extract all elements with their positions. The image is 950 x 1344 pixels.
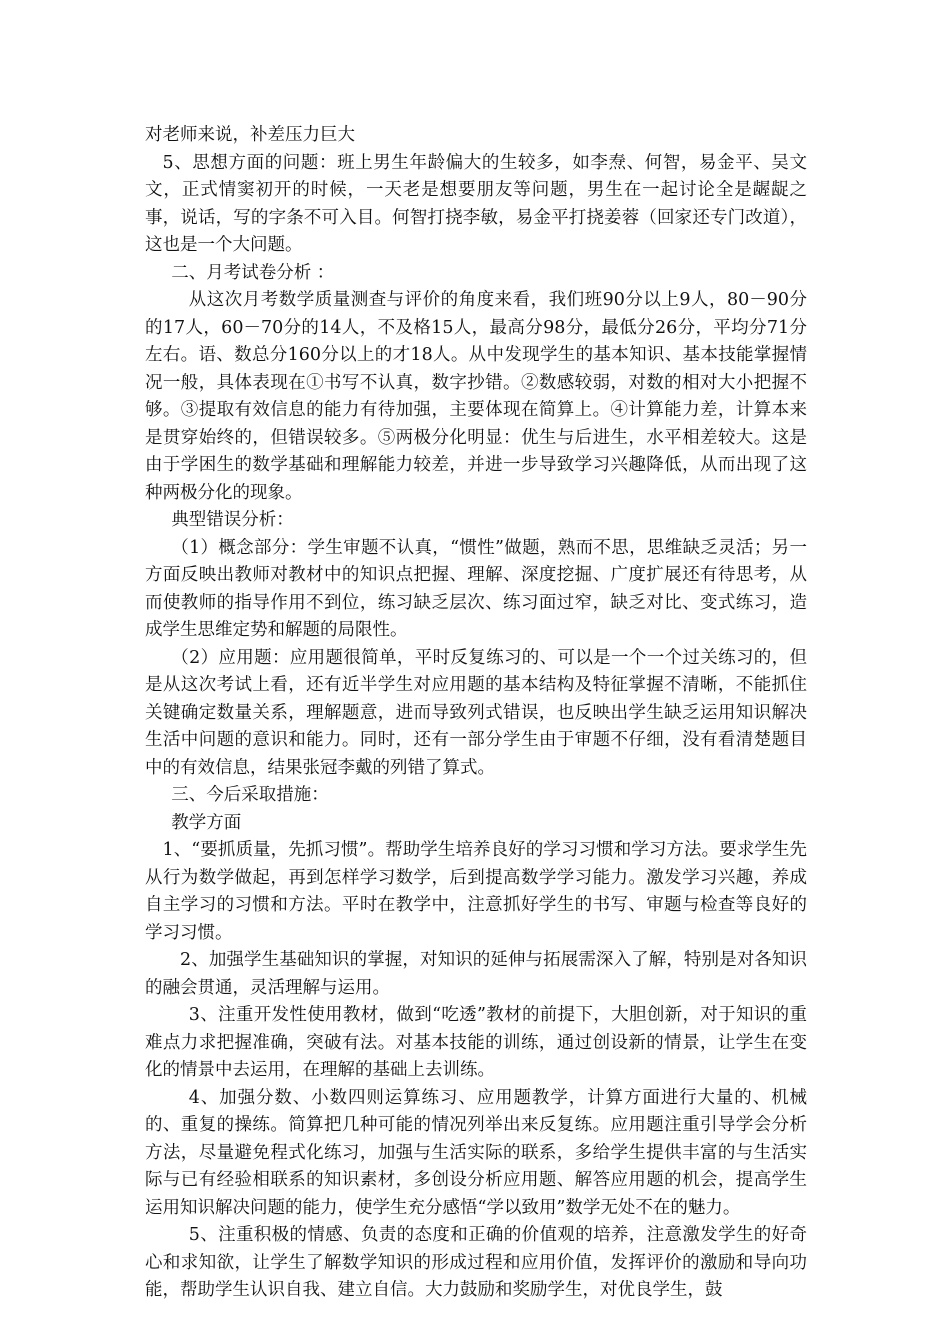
paragraph-1: 对老师来说，补差压力巨大 [145,125,355,145]
paragraph-11: 2、加强学生基础知识的掌握，对知识的延伸与拓展需深入了解，特别是对各知识的融会贯通，灵活理解与运用。 [145,950,807,998]
paragraph-7: （2）应用题：应用题很简单，平时反复练习的、可以是一个一个过关练习的，但是从这次考试上看，还有近半学生对应用题的基本结构及特征掌握不清晰，不能抓住关键确定数量关系，理解题意，进而导致列式错误，也反映出学生缺乏运用知识解决生活中问题的意识和能力。同时，还有一部分学生由于审题不仔细，没有看清楚题目中的有效信息，结果张冠李戴的列错了算式。 [145,647,807,778]
section-heading-3: 三、今后采取措施： [171,785,329,805]
paragraph-13: 4、加强分数、小数四则运算练习、应用题教学，计算方面进行大量的、机械的、重复的操练。简算把几种可能的情况列举出来反复练。应用题注重引导学会分析方法，尽量避免程式化练习，加强与生活实际的联系，多给学生提供丰富的与生活实际与已有经验相联系的知识素材，多创设分析应用题、解答应用题的机会，提高学生运用知识解决问题的能力，使学生充分感悟“学以致用”数学无处不在的魅力。 [145,1087,807,1218]
section-heading-2: 二、月考试卷分析 ： [171,262,335,283]
paragraph-4: 从这次月考数学质量测查与评价的角度来看，我们班90分以上9人，80－90分的17人，60－70分的14人，不及格15人，最高分98分，最低分26分，平均分71分左右。语、数总分160分以上的才18人。从中发现学生的基本知识、基本技能掌握情况一般，具体表现在①书写不认真，数字抄错。②数感较弱，对数的相对大小把握不够。③提取有效信息的能力有待加强，主要体现在简算上。④计算能力差，计算本来是贯穿始终的，但错误较多。⑤两极分化明显：优生与后进生，水平相差较大。这是由于学困生的数学基础和理解能力较差，并进一步导致学习兴趣降低，从而出现了这种两极分化的现象。 [145,290,807,503]
paragraph-12: 3、注重开发性使用教材，做到“吃透”教材的前提下，大胆创新，对于知识的重难点力求把握准确，突破有法。对基本技能的训练，通过创设新的情景，让学生在变化的情景中去运用，在理解的基础上去训练。 [145,1005,807,1080]
paragraph-10: 1、“要抓质量，先抓习惯”。帮助学生培养良好的学习习惯和学习方法。要求学生先从行为数学做起，再到怎样学习数学，后到提高数学学习能力。激发学习兴趣，养成自主学习的习惯和方法。平时在教学中，注意抓好学生的书写、审题与检查等良好的学习习惯。 [145,840,807,943]
subheading-teaching: 教学方面 [171,812,242,833]
paragraph-14: 5、注重积极的情感、负责的态度和正确的价值观的培养，注意激发学生的好奇心和求知欲，让学生了解数学知识的形成过程和应用价值，发挥评价的激励和导向功能，帮助学生认识自我、建立自信。大力鼓励和奖励学生，对优良学生，鼓 [145,1225,807,1300]
paragraph-6: （1）概念部分：学生审题不认真，“惯性”做题，熟而不思，思维缺乏灵活；另一方面反映出教师对教材中的知识点把握、理解、深度挖掘、广度扩展还有待思考，从而使教师的指导作用不到位，练习缺乏层次、练习面过窄，缺乏对比、变式练习，造成学生思维定势和解题的局限性。 [145,537,807,640]
paragraph-2: 5、思想方面的问题：班上男生年龄偏大的生较多，如李焘、何智，易金平、吴文文，正式情窦初开的时候，一天老是想要朋友等问题，男生在一起讨论全是龌龊之事，说话，写的字条不可入目。何智打挠李敏，易金平打挠姜蓉（回家还专门改道），这也是一个大问题。 [145,152,807,255]
document-body [145,122,807,1305]
subheading-typical-errors: 典型错误分析： [171,510,294,530]
